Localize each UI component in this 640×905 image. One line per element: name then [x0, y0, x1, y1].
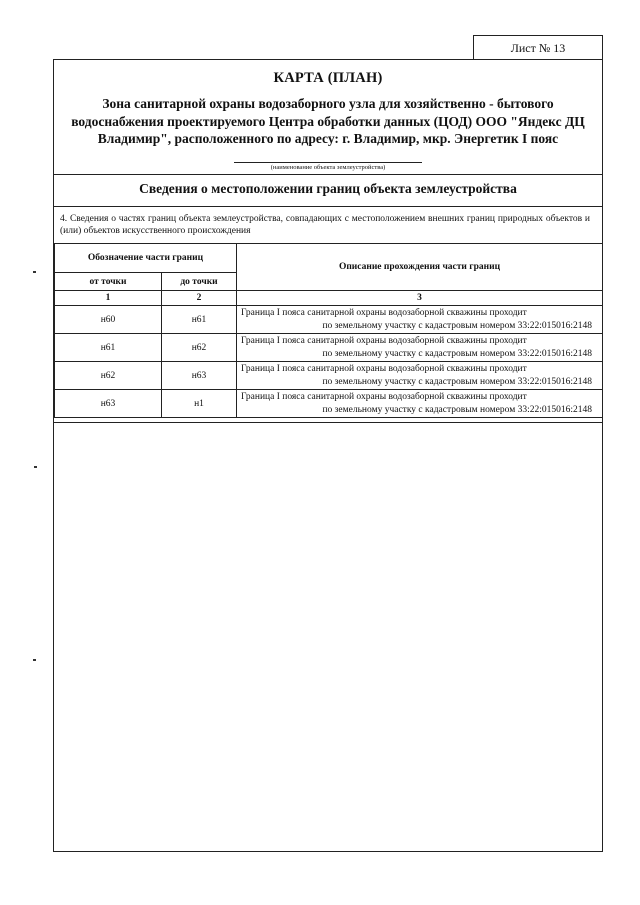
subsection-text: 4. Сведения о частях границ объекта землеустройства, совпадающих с местоположением внешних границ природных объектов и (или) объектов искусственного происхождения [60, 214, 590, 236]
table-row [55, 390, 603, 418]
table-row [55, 362, 603, 390]
to-point-cell: н61 [162, 306, 237, 334]
blank-area [54, 422, 602, 852]
description-line: по земельному участку с кадастровым номером 33:22:015016:2148 [322, 376, 592, 387]
desc-header: Описание прохождения части границ [237, 244, 603, 291]
object-caption: (наименование объекта землеустройства) [234, 162, 422, 173]
to-point-cell: н63 [162, 362, 237, 390]
from-point-cell: н61 [55, 334, 162, 362]
description-line: по земельному участку с кадастровым номером 33:22:015016:2148 [322, 348, 592, 359]
description-line: по земельному участку с кадастровым номером 33:22:015016:2148 [322, 404, 592, 415]
document-frame [53, 59, 603, 852]
document-header [54, 60, 602, 175]
document-title: КАРТА (ПЛАН) [273, 70, 383, 86]
to-point-cell: н62 [162, 334, 237, 362]
boundary-table [54, 243, 603, 418]
column-number: 2 [162, 291, 237, 306]
description-cell [237, 390, 603, 418]
sheet-number: Лист № 13 [473, 35, 603, 60]
table-row [55, 306, 603, 334]
from-point-cell: н60 [55, 306, 162, 334]
to-point-cell: н1 [162, 390, 237, 418]
description-line: Граница I пояса санитарной охраны водозаборной скважины проходит [241, 392, 527, 402]
description-line: Граница I пояса санитарной охраны водозаборной скважины проходит [241, 308, 527, 318]
description-line: Граница I пояса санитарной охраны водозаборной скважины проходит [241, 364, 527, 374]
description-cell [237, 362, 603, 390]
description-line: Граница I пояса санитарной охраны водозаборной скважины проходит [241, 336, 527, 346]
section-title: Сведения о местоположении границ объекта землеустройства [54, 174, 602, 207]
description-cell [237, 334, 603, 362]
object-name: Зона санитарной охраны водозаборного узла для хозяйственно - бытового водоснабжения проектируемого Центра обработки данных (ЦОД) ООО "Яндекс ДЦ Владимир", расположенного по адресу: г. Владимир, мкр. Энергетик I пояс [71, 96, 585, 146]
scan-speck [33, 659, 36, 661]
group-header: Обозначение части границ [55, 244, 237, 273]
scan-speck [34, 466, 37, 468]
from-point-header: от точки [55, 273, 162, 291]
table-row [55, 334, 603, 362]
to-point-header: до точки [162, 273, 237, 291]
from-point-cell: н63 [55, 390, 162, 418]
description-cell [237, 306, 603, 334]
column-numbers-row [55, 291, 603, 306]
description-line: по земельному участку с кадастровым номером 33:22:015016:2148 [322, 320, 592, 331]
scan-speck [33, 271, 36, 273]
column-number: 1 [55, 291, 162, 306]
from-point-cell: н62 [55, 362, 162, 390]
column-number: 3 [237, 291, 603, 306]
